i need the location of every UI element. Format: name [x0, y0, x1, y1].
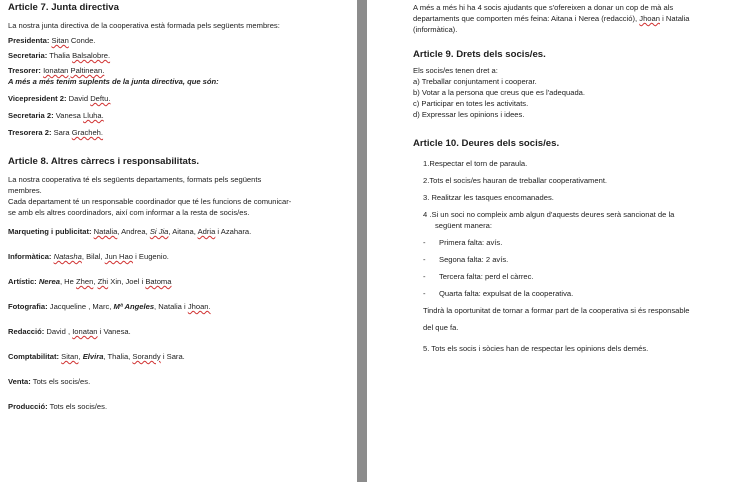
tresorer-label: Tresorer:: [8, 66, 41, 75]
redaccio-label: Redacció:: [8, 327, 45, 336]
marqueting-line: Marqueting i publicitat: Natalia, Andrea, Si Jia, Aitana, Adria i Azahara.: [8, 227, 252, 236]
vicepresident-line: [8, 93, 349, 104]
article-9-intro: Els socis/es tenen dret a:: [413, 66, 498, 75]
article-9-item-a: a) Treballar conjuntament i cooperar.: [413, 77, 537, 86]
helpers-line-3: (informàtica).: [413, 25, 458, 34]
comptabilitat-label: Comptabilitat:: [8, 352, 60, 361]
secretaria-2-first-name: Vanesa: [55, 111, 81, 120]
document-page-left: [0, 0, 357, 482]
fotografia-line: Fotografia: Jacqueline , Marc, Mª Angeles, Natalia i Jhoan.: [8, 302, 211, 311]
secretaria-label: Secretaria:: [8, 51, 48, 60]
tresorera-2-first-name: Sara: [53, 128, 70, 137]
informatica-line: Informàtica: Natasha, Bilal, Jun Hao i Eugenio.: [8, 252, 169, 261]
tresorer-surname: Paltinean.: [70, 66, 105, 75]
article-8-line-4: se amb els altres coordinadors, així com informar a la resta de socis/es.: [8, 208, 250, 217]
article-10-item-5: 5. Tots els socis i sòcies han de respectar les opinions dels demés.: [423, 344, 649, 353]
document-page-right: [367, 0, 752, 482]
redaccio-line: Redacció: David , Ionatan i Vanesa.: [8, 327, 131, 336]
tresorera-2-surname: Gracheh.: [71, 128, 104, 137]
secretaria-2-line: [8, 110, 349, 121]
article-10-heading: Article 10. Deures dels socis/es.: [413, 138, 560, 149]
article-10-item-4: 4 .Si un soci no compleix amb algun d'aquests deures serà sancionat de la: [423, 210, 675, 219]
falta-2-item: - Segona falta: 2 avís.: [423, 255, 509, 264]
secretaria-2-surname: Lluha.: [83, 111, 104, 120]
helpers-line-1: A més a més hi ha 4 socis ajudants que s'ofereixen a donar un cop de mà als: [413, 3, 674, 12]
falta-4-item: - Quarta falta: expulsat de la cooperativa.: [423, 289, 574, 298]
article-8-line-2: membres.: [8, 186, 42, 195]
artistic-label: Artístic:: [8, 277, 37, 286]
article-9-item-c: c) Participar en totes les activitats.: [413, 99, 529, 108]
oportunitat-line-1: Tindrà la oportunitat de tornar a formar part de la cooperativa si és responsable: [423, 306, 690, 315]
article-7-intro: La nostra junta directiva de la cooperativa està formada pels següents membres:: [8, 21, 280, 30]
presidenta-line: [8, 35, 349, 46]
presidenta-first-name: Sitan: [51, 36, 69, 45]
secretaria-first-name: Thalia: [49, 51, 70, 60]
article-9-heading: Article 9. Drets dels socis/es.: [413, 49, 546, 60]
tresorer-line: [8, 65, 349, 76]
vicepresident-first-name: David: [68, 94, 89, 103]
vicepresident-label: Vicepresident 2:: [8, 94, 67, 103]
article-10-item-3: 3. Realitzar les tasques encomanades.: [423, 193, 554, 202]
suplents-line: A més a més tenim suplents de la junta directiva, que són:: [8, 77, 219, 86]
comptabilitat-line: Comptabilitat: Sitan, Elvira, Thalia, Sorandy i Sara.: [8, 352, 185, 361]
tresorera-2-label: Tresorera 2:: [8, 128, 52, 137]
informatica-label: Informàtica:: [8, 252, 52, 261]
article-9-item-b: b) Votar a la persona que creus que es l'adequada.: [413, 88, 586, 97]
article-10-item-2: 2.Tots el socis/es hauran de treballar cooperativament.: [423, 176, 608, 185]
helpers-line-2: departaments que comporten més feina: Aitana i Nerea (redacció), Jhoan i Natalia: [413, 14, 690, 23]
falta-3-item: - Tercera falta: perd el càrrec.: [423, 272, 534, 281]
presidenta-surname: Conde.: [70, 36, 96, 45]
marqueting-label: Marqueting i publicitat:: [8, 227, 92, 236]
article-9-item-d: d) Expressar les opinions i idees.: [413, 110, 525, 119]
falta-1-item: - Primera falta: avís.: [423, 238, 503, 247]
article-8-line-1: La nostra cooperativa té els següents departaments, formats pels següents: [8, 175, 262, 184]
article-10-item-4-cont: següent manera:: [435, 221, 492, 230]
produccio-label: Producció:: [8, 402, 48, 411]
secretaria-2-label: Secretaria 2:: [8, 111, 54, 120]
article-7-heading: Article 7. Junta directiva: [8, 2, 119, 13]
fotografia-label: Fotografia:: [8, 302, 48, 311]
secretaria-line: [8, 50, 349, 61]
venta-label: Venta:: [8, 377, 31, 386]
page-gutter: [357, 0, 367, 482]
oportunitat-line-2: del que fa.: [423, 323, 459, 332]
article-8-heading: Article 8. Altres càrrecs i responsabilitats.: [8, 156, 200, 167]
venta-line: Venta: Tots els socis/es.: [8, 377, 91, 386]
produccio-line: Producció: Tots els socis/es.: [8, 402, 108, 411]
secretaria-surname: Balsalobre.: [72, 51, 111, 60]
article-8-line-3: Cada departament té un responsable coordinador que té les funcions de comunicar-: [8, 197, 292, 206]
tresorer-first-name: Ionatan: [43, 66, 69, 75]
vicepresident-surname: Deftu.: [90, 94, 111, 103]
article-10-item-1: 1.Respectar el torn de paraula.: [423, 159, 528, 168]
tresorera-2-line: [8, 127, 349, 138]
artistic-line: Artístic: Nerea, He Zhen, Zhi Xin, Joel i Batoma: [8, 277, 172, 286]
presidenta-label: Presidenta:: [8, 36, 50, 45]
